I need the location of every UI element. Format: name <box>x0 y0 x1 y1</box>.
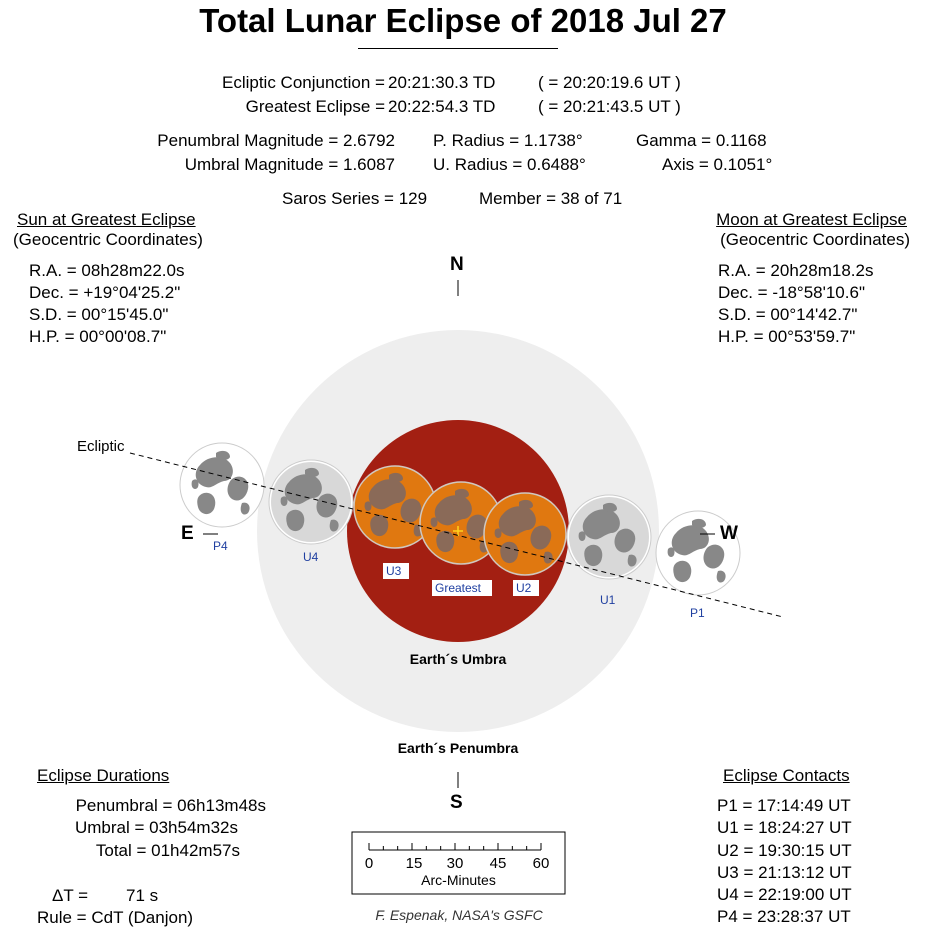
page-title: Total Lunar Eclipse of 2018 Jul 27 <box>199 2 727 39</box>
scale-tick-label: 0 <box>364 855 374 872</box>
north-label: N <box>450 254 464 275</box>
moon-ra: R.A. = 20h28m18.2s <box>718 261 874 280</box>
conjunction-label: Ecliptic Conjunction = <box>221 73 385 92</box>
delta-t-value: 71 s <box>126 886 159 905</box>
scale-tick-label: 15 <box>405 855 423 872</box>
sun-sd: S.D. = 00°15'45.0" <box>29 305 169 324</box>
umbral-magnitude: Umbral Magnitude = 1.6087 <box>184 155 395 174</box>
u1-label: U1 <box>600 593 616 607</box>
moon-dec: Dec. = -18°58'10.6" <box>718 283 865 302</box>
greatest-label: Greatest Eclipse = <box>245 97 385 116</box>
moon-u4 <box>269 460 353 544</box>
u2-label: U2 <box>516 581 532 595</box>
sun-dec: Dec. = +19°04'25.2" <box>29 283 181 302</box>
contacts-heading: Eclipse Contacts <box>723 766 850 785</box>
sun-subheading: (Geocentric Coordinates) <box>13 230 203 249</box>
sun-hp: H.P. = 00°00'08.7" <box>29 327 167 346</box>
penumbra-radius: P. Radius = 1.1738° <box>433 131 583 150</box>
contact-u4: U4 = 22:19:00 UT <box>717 885 852 904</box>
moon-p4 <box>180 443 264 527</box>
duration-total: Total = 01h42m57s <box>95 841 240 860</box>
moon-heading: Moon at Greatest Eclipse <box>716 210 907 229</box>
sun-heading: Sun at Greatest Eclipse <box>17 210 196 229</box>
south-label: S <box>450 792 463 813</box>
contact-u1: U1 = 18:24:27 UT <box>717 818 852 837</box>
axis-value: Axis = 0.1051° <box>662 155 773 174</box>
conjunction-ut: ( = 20:20:19.6 UT ) <box>538 73 681 92</box>
greatest-label: Greatest <box>435 581 482 595</box>
durations-heading: Eclipse Durations <box>37 766 170 785</box>
p4-label: P4 <box>213 539 228 553</box>
penumbra-label: Earth´s Penumbra <box>397 740 519 756</box>
umbra-radius: U. Radius = 0.6488° <box>433 155 586 174</box>
contact-p4: P4 = 23:28:37 UT <box>717 907 851 926</box>
west-label: W <box>720 523 738 544</box>
scale-tick-label: 45 <box>489 855 507 872</box>
u4-label: U4 <box>303 550 319 564</box>
moon-u2 <box>484 493 566 575</box>
p1-label: P1 <box>690 606 705 620</box>
penumbral-magnitude: Penumbral Magnitude = 2.6792 <box>157 131 395 150</box>
saros-series: Saros Series = 129 <box>282 189 428 208</box>
conjunction-td: 20:21:30.3 TD <box>388 73 496 92</box>
scale-tick-label: 60 <box>532 855 550 872</box>
moon-sd: S.D. = 00°14'42.7" <box>718 305 858 324</box>
rule-text: Rule = CdT (Danjon) <box>37 908 194 927</box>
scale-tick-label: 30 <box>446 855 464 872</box>
contact-u2: U2 = 19:30:15 UT <box>717 841 852 860</box>
gamma-value: Gamma = 0.1168 <box>636 131 767 150</box>
u3-label: U3 <box>386 564 402 578</box>
sun-ra: R.A. = 08h28m22.0s <box>29 261 185 280</box>
duration-umbral: Umbral = 03h54m32s <box>74 818 238 837</box>
duration-penumbral: Penumbral = 06h13m48s <box>75 796 266 815</box>
scale-unit-label: Arc-Minutes <box>421 872 496 888</box>
contact-u3: U3 = 21:13:12 UT <box>717 863 852 882</box>
umbra-label: Earth´s Umbra <box>409 651 507 667</box>
moon-hp: H.P. = 00°53'59.7" <box>718 327 856 346</box>
greatest-td: 20:22:54.3 TD <box>388 97 496 116</box>
greatest-ut: ( = 20:21:43.5 UT ) <box>538 97 681 116</box>
credit-text: F. Espenak, NASA's GSFC <box>375 907 543 923</box>
delta-t-label: ΔT = <box>52 886 89 905</box>
east-label: E <box>181 523 194 544</box>
contact-p1: P1 = 17:14:49 UT <box>717 796 851 815</box>
ecliptic-label: Ecliptic <box>77 438 125 455</box>
saros-member: Member = 38 of 71 <box>479 189 623 208</box>
scale-ticks <box>369 843 541 850</box>
moon-subheading: (Geocentric Coordinates) <box>720 230 910 249</box>
